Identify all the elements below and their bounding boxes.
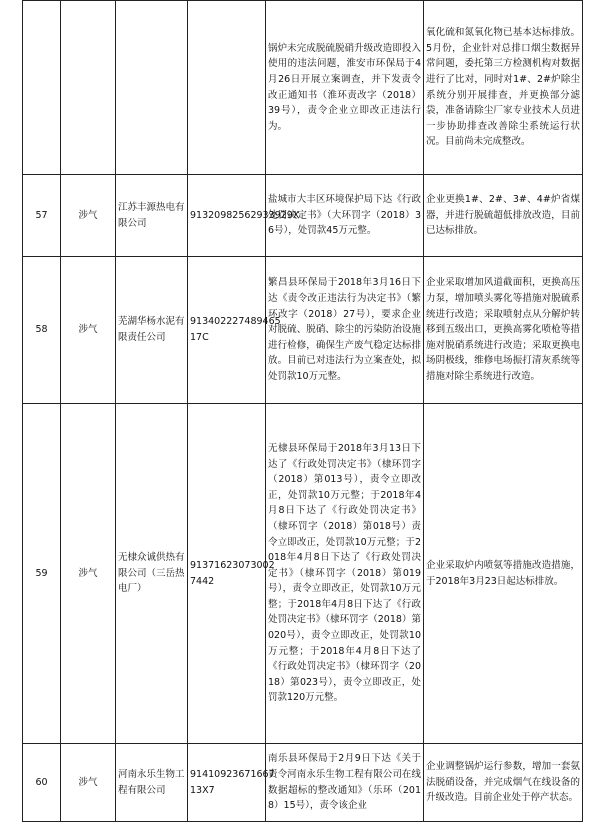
pollution-type-cell: 涉气 xyxy=(61,257,116,404)
credit-code-cell: 913402227489465 17C xyxy=(188,257,266,404)
table-row xyxy=(23,1,583,175)
company-name-cell: 河南永乐生物工程有限公司 xyxy=(116,744,188,822)
violation-handling-cell: 盐城市大丰区环境保护局下达《行政处罚决定书》（大环罚字（2018）36号），处罚款45万元整。 xyxy=(266,175,424,257)
credit-code-cell: 91371623073002 7442 xyxy=(188,404,266,744)
row-number-cell: 58 xyxy=(23,257,61,404)
row-number-cell xyxy=(23,1,61,175)
pollution-enterprise-table xyxy=(22,0,583,822)
pollution-type-cell: 涉气 xyxy=(61,744,116,822)
row-number-cell: 57 xyxy=(23,175,61,257)
table-row xyxy=(23,257,583,404)
violation-handling-cell: 锅炉未完成脱硫脱硝升级改造即投入使用的违法问题，淮安市环保局于4月26日开展立案调查，并下发责令改正通知书（淮环责改字（2018）39号），责令企业立即改正违法行为。 xyxy=(266,1,424,175)
company-name-cell: 芜湖华杨水泥有限责任公司 xyxy=(116,257,188,404)
table-row xyxy=(23,175,583,257)
row-number-cell: 59 xyxy=(23,404,61,744)
rectification-cell: 企业调整锅炉运行参数，增加一套氨法脱硝设备，并完成烟气在线设备的升级改造。目前企业处于停产状态。 xyxy=(424,744,583,822)
pollution-type-cell xyxy=(61,1,116,175)
pollution-type-cell: 涉气 xyxy=(61,404,116,744)
credit-code-cell: 91320982562933929X xyxy=(188,175,266,257)
table-row xyxy=(23,744,583,822)
company-name-cell: 无棣众诚供热有限公司（三岳热电厂） xyxy=(116,404,188,744)
company-name-cell xyxy=(116,1,188,175)
violation-handling-cell: 无棣县环保局于2018年3月13日下达了《行政处罚决定书》（棣环罚字（2018）第013号），责令立即改正，处罚款10万元整；于2018年4月8日下达了《行政处罚决定书》（棣环罚字（2018）第018号）责令立即改正，处罚款10万元整；于2018年4月8日下达了《行政处罚决定书》（棣环罚字（2018）第019号），责令立即改正，处罚款10万元整；于2018年4月8日下达了《行政处罚决定书》（棣环罚字（2018）第020号），责令立即改正，处罚款10万元整；于2018年4月8日下达了《行政处罚决定书》（棣环罚字（2018）第023号），责令立即改正，处罚款120万元整。 xyxy=(266,404,424,744)
credit-code-cell xyxy=(188,1,266,175)
company-name-cell: 江苏丰源热电有限公司 xyxy=(116,175,188,257)
rectification-cell: 企业采取增加风道截面积，更换高压力泵，增加喷头雾化等措施对脱硫系统进行改造；采取喷射点从分解炉转移到五级出口，更换高雾化喷枪等措施对脱硝系统进行改造；采取更换电场阴极线，维修电场振打清灰系统等措施对除尘系统进行改造。 xyxy=(424,257,583,404)
pollution-type-cell: 涉气 xyxy=(61,175,116,257)
table-row xyxy=(23,404,583,744)
row-number-cell: 60 xyxy=(23,744,61,822)
violation-handling-cell: 繁昌县环保局于2018年3月16日下达《责令改正违法行为决定书》（繁环改字（2018）27号），要求企业对脱硫、脱硝、除尘的污染防治设施进行检修，确保生产废气稳定达标排放。目前已对违法行为立案查处，拟处罚款10万元整。 xyxy=(266,257,424,404)
credit-code-cell: 91410923671667 13X7 xyxy=(188,744,266,822)
rectification-cell: 企业采取炉内喷氨等措施改造措施，于2018年3月23日起达标排放。 xyxy=(424,404,583,744)
rectification-cell: 氧化硫和氮氧化物已基本达标排放。5月份，企业针对总排口烟尘数据异常问题，委托第三方检测机构对数据进行了比对，同时对1#、2#炉除尘系统分别开展排查，并更换部分滤袋，准备请除尘厂家专业技术人员进一步协助排查改善除尘系统运行状况。目前尚未完成整改。 xyxy=(424,1,583,175)
violation-handling-cell: 南乐县环保局于2月9日下达《关于责令河南永乐生物工程有限公司在线数据超标的整改通知》（乐环（2018）15号），责令该企业 xyxy=(266,744,424,822)
rectification-cell: 企业更换1#、2#、3#、4#炉省煤器，并进行脱硫超低排放改造，目前已达标排放。 xyxy=(424,175,583,257)
